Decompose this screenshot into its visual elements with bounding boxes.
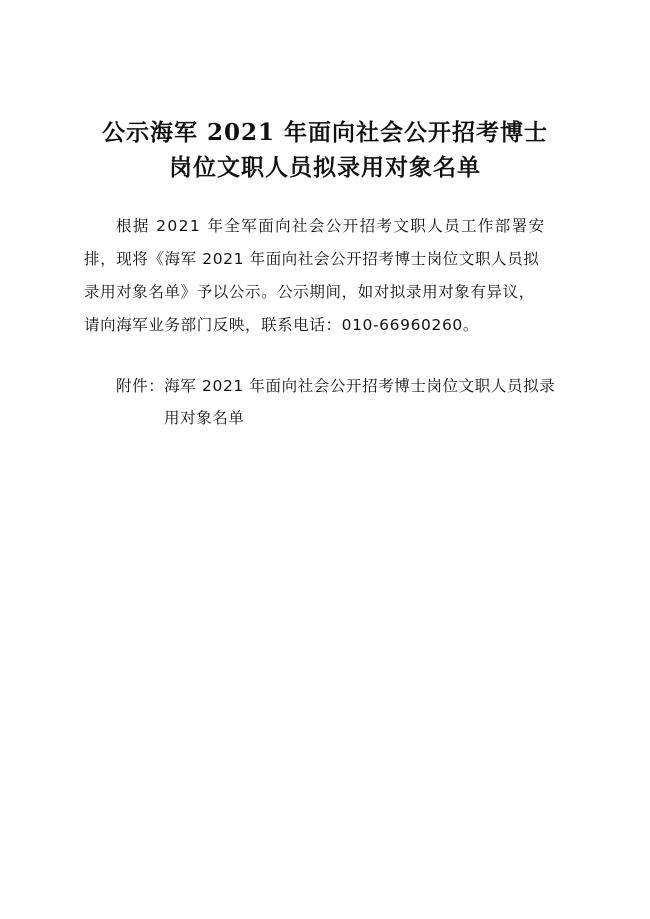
body-paragraph-line-2: 排，现将《海军 2021 年面向社会公开招考博士岗位文职人员拟: [84, 250, 540, 268]
body-paragraph-line-4: 请向海军业务部门反映，联系电话：010-66960260。: [84, 316, 479, 334]
document-title-line-2: 岗位文职人员拟录用对象名单: [169, 154, 481, 181]
body-paragraph-line-1: 根据 2021 年全军面向社会公开招考文职人员工作部署安: [116, 217, 546, 235]
attachment-line-2: 用对象名单: [164, 409, 245, 427]
attachment-line-1: 附件：海军 2021 年面向社会公开招考博士岗位文职人员拟录: [116, 377, 556, 395]
document-title-line-1: 公示海军 2021 年面向社会公开招考博士: [101, 119, 549, 146]
body-paragraph-line-3: 录用对象名单》予以公示。公示期间，如对拟录用对象有异议，: [84, 283, 535, 301]
